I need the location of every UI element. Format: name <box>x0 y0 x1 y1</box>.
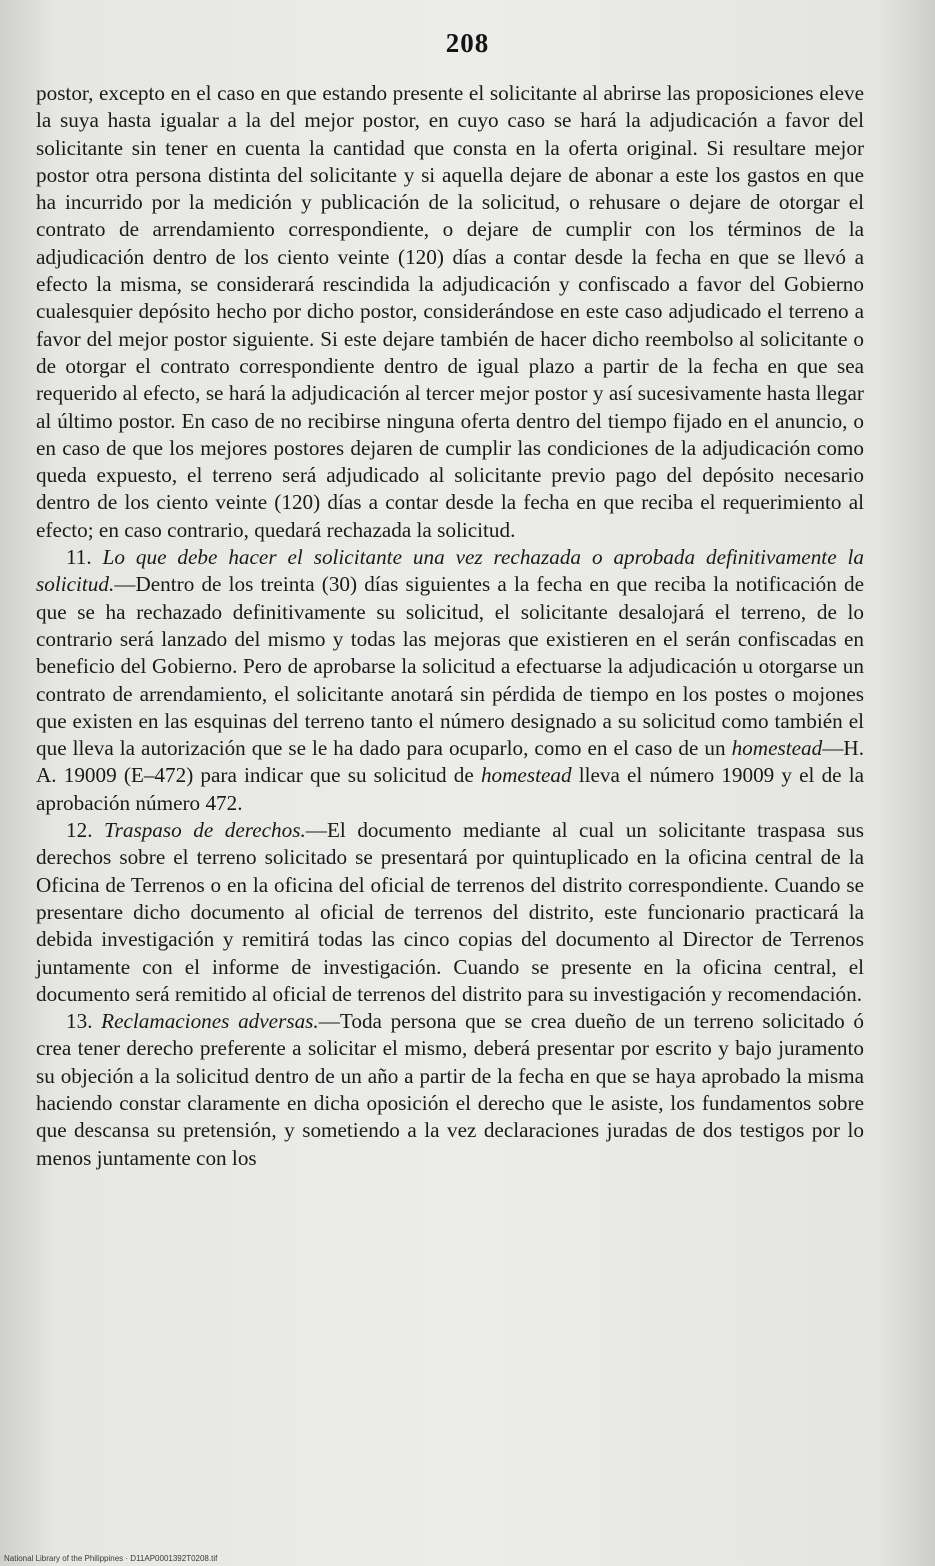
section-13 <box>36 1008 864 1172</box>
section-13-title: Reclamaciones adversas. <box>101 1009 319 1034</box>
page-number: 208 <box>445 28 490 58</box>
section-12-number: 12. <box>66 818 93 843</box>
section-11-body: —Dentro de los treinta (30) días siguientes a la fecha en que reciba la notificación de que se ha rechazado definitivamente su solicitud, el solicitante desalojará el terreno, de lo contrario será lanzado del mismo y todas las mejoras que existieren en el serán confiscadas en beneficio del Gobierno. Pero de aprobarse la solicitud a efectuarse la adjudicación u otorgarse un contrato de arrendamiento, el solicitante anotará sin pérdida de tiempo en los postes o mojones que existen en las esquinas del terreno tanto el número designado a su solicitud como también el que lleva la autorización que se le ha dado para ocuparlo, como en el caso de un <box>36 572 864 761</box>
section-13-body: —Toda persona que se crea dueño de un terreno solicitado ó crea tener derecho preferente a solicitar el mismo, deberá presentar por escrito y bajo juramento su objeción a la solicitud dentro de un año a partir de la fecha en que se haya aprobado la misma haciendo constar claramente en dicha oposición el derecho que le asiste, los fundamentos sobre que descansa su pretensión, y sometiendo a la vez declaraciones juradas de dos testigos por lo menos juntamente con los <box>36 1009 864 1170</box>
section-11-body-3: lleva el número 19009 y el de la aprobación número 472. <box>36 763 864 815</box>
section-13-number: 13. <box>66 1009 93 1034</box>
section-12 <box>36 817 864 1008</box>
section-11-number: 11. <box>66 545 92 570</box>
section-11-term-homestead-2: homestead <box>480 763 572 788</box>
page-body <box>36 80 864 1172</box>
section-12-title: Traspaso de derechos. <box>104 818 306 843</box>
section-11-term-homestead: homestead <box>731 736 823 761</box>
section-12-body: —El documento mediante al cual un solicitante traspasa sus derechos sobre el terreno solicitado se presentará por quintuplicado en la oficina central de la Oficina de Terrenos o en la oficina del oficial de terrenos del distrito correspondiente. Cuando se presentare dicho documento al oficial de terrenos del distrito, este funcionario practicará la debida investigación y remitirá todas las cinco copias del documento al Director de Terrenos juntamente con el informe de investigación. Cuando se presente en la oficina central, el documento será remitido al oficial de terrenos del distrito para su investigación y recomendación. <box>36 818 865 1006</box>
section-11-body-2: —H. A. 19009 (E–472) para indicar que su solicitud de <box>36 736 864 788</box>
section-11 <box>36 544 864 817</box>
scan-footer: National Library of the Philippines · D11AP0001392T0208.tif <box>4 1554 218 1563</box>
opening-paragraph: postor, excepto en el caso en que estando presente el solicitante al abrirse las proposiciones eleve la suya hasta igualar a la del mejor postor, en cuyo caso se hará la adjudicación a favor del solicitante sin tener en cuenta la cantidad que consta en la oferta original. Si resultare mejor postor otra persona distinta del solicitante y si aquella dejare de abonar a este los gastos en que ha incurrido por la medición y publicación de la solicitud, o rehusare o dejare de otorgar el contrato de arrendamiento correspondiente, o dejare de cumplir con los términos de la adjudicación dentro de los ciento veinte (120) días a contar desde la fecha en que se llevó a efecto la misma, se considerará rescindida la adjudicación y confiscado a favor del Gobierno cualesquier depósito hecho por dicho postor, considerándose en este caso adjudicado el terreno a favor del mejor postor siguiente. Si este dejare también de hacer dicho reembolso al solicitante o de otorgar el contrato correspondiente dentro de igual plazo a partir de la fecha en que sea requerido al efecto, se hará la adjudicación al tercer mejor postor y así sucesivamente hasta llegar al último postor. En caso de no recibirse ninguna oferta dentro del tiempo fijado en el anuncio, o en caso de que los mejores postores dejaren de cumplir las condiciones de la adjudicación como queda expuesto, el terreno será adjudicado al solicitante previo pago del depósito necesario dentro de los ciento veinte (120) días a contar desde la fecha en que reciba el requerimiento al efecto; en caso contrario, quedará rechazada la solicitud. <box>36 81 864 542</box>
section-11-title: Lo que debe hacer el solicitante una vez rechazada o aprobada definitivamente la solicitud. <box>36 545 864 597</box>
